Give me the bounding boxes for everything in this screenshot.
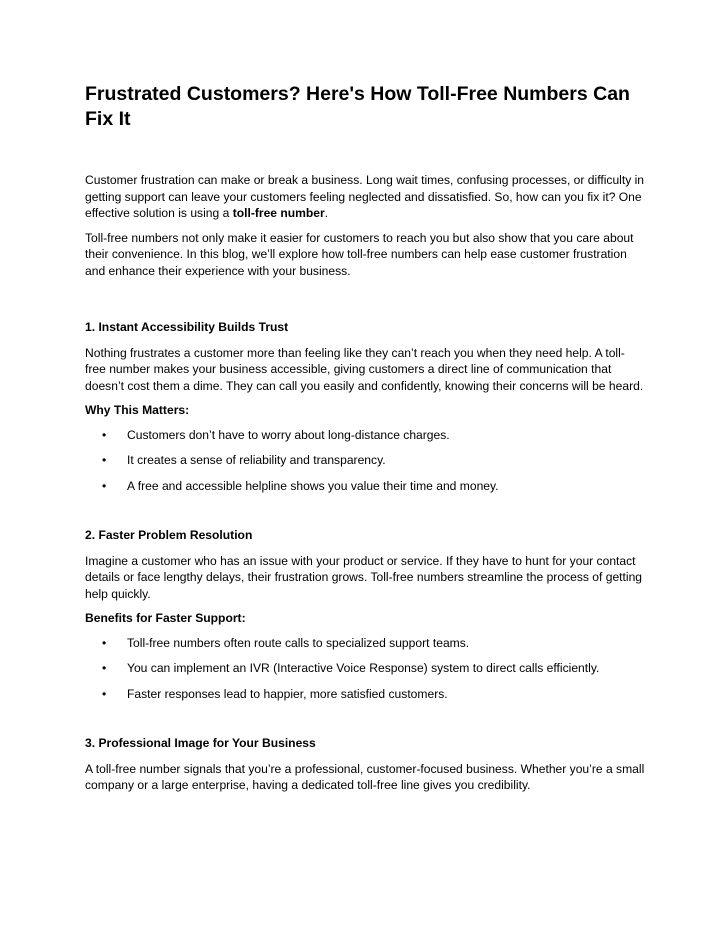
bullet-icon: • — [102, 661, 107, 675]
list-item — [85, 452, 645, 469]
bullet-icon: • — [102, 635, 107, 650]
list-item — [85, 635, 645, 652]
list-item-text: Toll-free numbers often route calls to specialized support teams. — [127, 635, 470, 650]
bullet-icon: • — [102, 478, 107, 493]
intro-text-end: . — [324, 206, 329, 220]
list-item-text: You can implement an IVR (Interactive Voice Response) system to direct calls efficiently. — [127, 661, 600, 675]
list-item — [85, 478, 645, 495]
section-subhead: Benefits for Faster Support: — [85, 611, 246, 625]
list-item-text: Faster responses lead to happier, more satisfied customers. — [127, 686, 448, 701]
intro-paragraph-1 — [85, 172, 645, 222]
page-title: Frustrated Customers? Here's How Toll-Free Numbers Can Fix It — [85, 83, 630, 130]
list-item-text: A free and accessible helpline shows you value their time and money. — [127, 478, 499, 493]
article-body — [85, 172, 645, 802]
list-item-text: Customers don’t have to worry about long-distance charges. — [127, 427, 450, 442]
section-heading: 2. Faster Problem Resolution — [85, 528, 253, 542]
list-item-text: It creates a sense of reliability and transparency. — [127, 453, 386, 467]
section-body: Nothing frustrates a customer more than feeling like they can’t reach you when they need help. A toll-free number makes your business accessible, giving customers a direct line of communication that doesn’t cost them a dime. They can call you easily and confidently, knowing their concerns will be heard. — [85, 345, 644, 393]
list-item — [85, 660, 645, 677]
section-body: A toll-free number signals that you’re a professional, customer-focused business. Whether you’re a small company or a large enterprise, having a dedicated toll-free line gives you credibility. — [85, 761, 645, 792]
section-heading: 1. Instant Accessibility Builds Trust — [85, 320, 289, 334]
section-body: Imagine a customer who has an issue with your product or service. If they have to hunt for your contact details or face lengthy delays, their frustration grows. Toll-free numbers streamline the process of getting help quickly. — [85, 553, 643, 601]
bullet-icon: • — [102, 453, 107, 467]
intro-paragraph-2: Toll-free numbers not only make it easier for customers to reach you but also show that you care about their convenience. In this blog, we’ll explore how toll-free numbers can help ease customer frustration and enhance their experience with your business. — [85, 230, 634, 278]
intro-text: Customer frustration can make or break a business. Long wait times, confusing processes, or difficulty in getting support can leave your customers feeling neglected and dissatisfied. So, how can you fix it? One effective solution is using a — [85, 173, 645, 220]
bullet-list — [85, 635, 645, 703]
bullet-list — [85, 427, 645, 495]
list-item — [85, 427, 645, 444]
list-item — [85, 686, 645, 703]
intro-bold-term: toll-free number — [232, 206, 325, 220]
section-heading: 3. Professional Image for Your Business — [85, 736, 316, 750]
bullet-icon: • — [102, 427, 107, 442]
bullet-icon: • — [102, 686, 107, 701]
section-subhead: Why This Matters: — [85, 403, 190, 417]
